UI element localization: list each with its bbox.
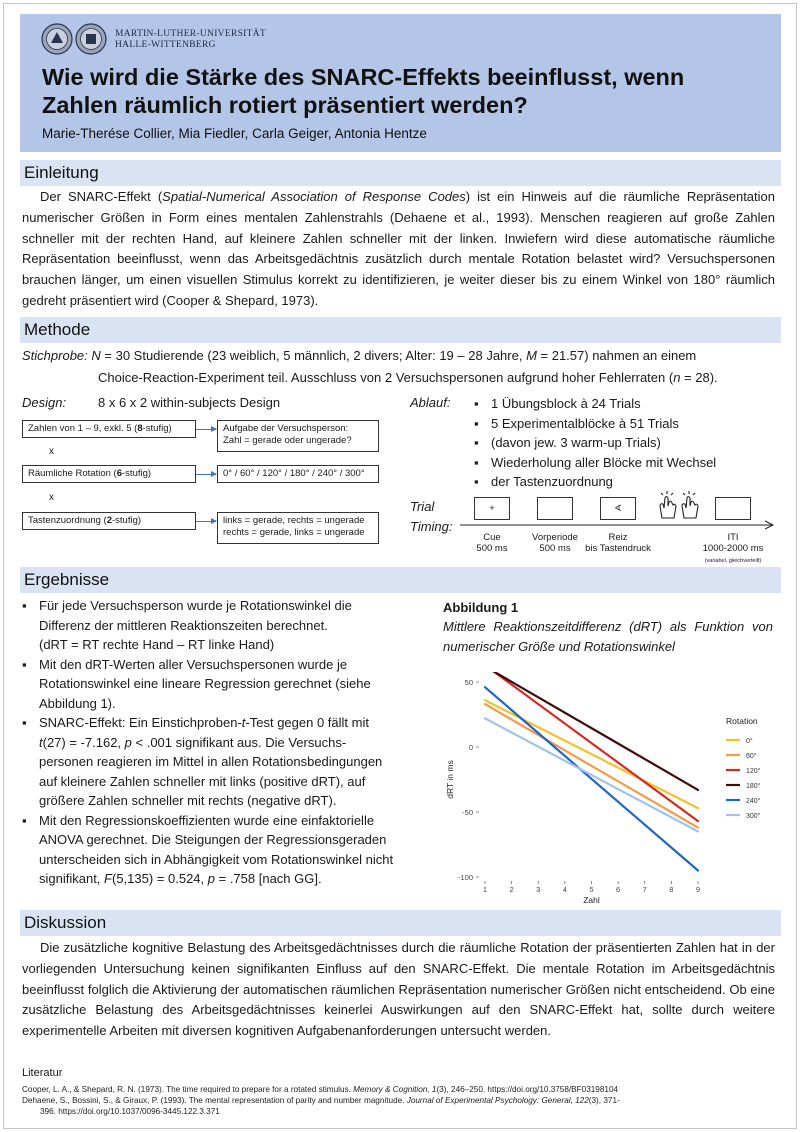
- result-b4b: (5,135) = 0.524,: [112, 871, 208, 886]
- timing-label-cue: [462, 532, 522, 554]
- ablauf-item-continuation: [474, 433, 784, 453]
- university-name-line1: MARTIN-LUTHER-UNIVERSITÄT: [115, 29, 266, 39]
- regression-line-chart: [440, 672, 780, 908]
- x-tick-label: 9: [695, 885, 701, 894]
- timing-vor-2: 500 ms: [539, 543, 571, 554]
- stichprobe-label: Stichprobe:: [22, 348, 88, 363]
- ablauf-list: [474, 394, 784, 492]
- box1-bold: 8: [137, 423, 143, 434]
- x-tick-label: 3: [536, 885, 541, 894]
- key-mapping-box: [217, 512, 379, 544]
- legend-label: 240°: [746, 798, 761, 805]
- ref1-j: Memory & Cognition, 1: [353, 1085, 437, 1094]
- key-mapping-line2: rechts = gerade, links = ungerade: [223, 527, 365, 538]
- result-item: [22, 596, 397, 655]
- timing-cue-1: Cue: [483, 532, 501, 543]
- iti-note: (variabel, gleichverteilt): [704, 558, 762, 564]
- series-line-0: [485, 700, 698, 808]
- series-line-240: [485, 687, 698, 870]
- stichprobe-line-1: [22, 347, 782, 365]
- result-b3t: t: [241, 715, 246, 730]
- result-b4p: p: [207, 871, 215, 886]
- ablauf-item: ▪ Wiederholung aller Blöcke mit Wechsel: [474, 453, 784, 473]
- reference-2-cont: 396. https://doi.org/10.1037/0096-3445.122.3.371: [40, 1107, 220, 1116]
- result-item: [22, 811, 397, 889]
- timing-label-reiz: [578, 532, 658, 554]
- x-tick-label: 7: [642, 885, 647, 894]
- legend-label: 180°: [746, 783, 761, 790]
- task-box: [217, 420, 379, 452]
- box1-post: -stufig): [142, 423, 172, 434]
- ref2-b: (3), 371-: [588, 1096, 620, 1105]
- einleitung-text-post: ) ist ein Hinweis auf die räumliche Repräsentation numerischer Größen in Form eines mentalen Zahlenstrahls (Dehaene et al., 1993). Menschen reagieren auf große Zahlen schneller mit der rechten Hand, auf kleinere Zahlen schneller mit der linken. Inwiefern wird diese automatische räumliche Repräsentation beeinflusst, wenn das Arbeitsgedächtnis zusätzlich durch mentale Rotation belastet wird? Versuchspersonen brauchen länger, um einen visuellen Stimulus korrekt zu identifizieren, je weiter dieser bis zu einem Winkel von 180° räumlich gedreht präsentiert wird (Cooper & Shepard, 1973).: [22, 189, 776, 308]
- stichprobe-text-2b: = 28).: [680, 370, 718, 385]
- result-b3p: p: [124, 734, 132, 750]
- stichprobe-M: M: [526, 348, 537, 363]
- key-mapping-line1: links = gerade, rechts = ungerade: [223, 515, 365, 526]
- stichprobe-line-2: [98, 369, 788, 387]
- box2-post: -stufig): [122, 468, 152, 479]
- arrow-3: [196, 521, 216, 522]
- series-line-60: [485, 704, 698, 828]
- timing-iti-1: ITI: [727, 532, 739, 543]
- section-heading-methode: Methode: [20, 317, 781, 343]
- x-tick-label: 5: [589, 885, 594, 894]
- trial-label-1: Trial: [410, 499, 435, 514]
- task-box-line2: Zahl = gerade oder ungerade?: [223, 435, 352, 446]
- ergebnisse-list: [22, 596, 397, 889]
- figure-title: Abbildung 1: [443, 600, 519, 615]
- legend-label: 120°: [746, 768, 761, 775]
- hand-press-icon: [656, 490, 704, 520]
- result-b4a: Mit den Regressionskoeffizienten wurde eine einfaktorielle ANOVA gerechnet. Die Steigungen der Regressionsgeraden unterscheiden sich in Abhängigkeit vom Rotationswinkel nicht signifikant,: [39, 812, 394, 886]
- x-tick-label: 8: [669, 885, 674, 894]
- literatur-heading: Literatur: [22, 1067, 63, 1079]
- y-tick-label: 0: [468, 743, 473, 752]
- stichprobe-text-2a: Choice-Reaction-Experiment teil. Ausschluss von 2 Versuchspersonen aufgrund hoher Fehlerraten (: [98, 370, 674, 385]
- timeline-arrow: [460, 519, 780, 531]
- y-tick-label: -50: [462, 808, 473, 817]
- stichprobe-n: n: [673, 370, 681, 385]
- times-sign-2: x: [49, 492, 54, 503]
- legend-label: 0°: [746, 738, 753, 745]
- university-name-line2: HALLE-WITTENBERG: [115, 40, 216, 50]
- authors: Marie-Therése Collier, Mia Fiedler, Carla Geiger, Antonia Hentze: [42, 126, 427, 141]
- series-line-300: [485, 718, 698, 831]
- reference-2: [22, 1095, 782, 1106]
- box2-pre: Räumliche Rotation (: [28, 468, 117, 479]
- timing-vor-1: Vorperiode: [532, 532, 578, 543]
- cue-box: +: [474, 497, 510, 520]
- x-tick-label: 4: [562, 885, 567, 894]
- series-line-120: [485, 672, 698, 821]
- result-b1: Für jede Versuchsperson wurde je Rotationswinkel die Differenz der mittleren Reaktionszeiten berechnet.: [39, 598, 352, 633]
- ref1-b: (3), 246–250. https://doi.org/10.3758/BF03198104: [436, 1085, 619, 1094]
- result-item: [22, 713, 397, 811]
- poster-title: [42, 63, 772, 119]
- poster-header: [20, 14, 781, 152]
- trial-timing-label: [410, 498, 453, 536]
- box3-bold: 2: [106, 515, 112, 526]
- timing-reiz-1: Reiz: [608, 532, 628, 543]
- ablauf-item-continuation: [474, 472, 784, 492]
- task-box-line1: Aufgabe der Versuchsperson:: [223, 423, 349, 434]
- figure-caption: Mittlere Reaktionszeitdifferenz (dRT) als Funktion von numerischer Größe und Rotationswinkel: [443, 619, 773, 654]
- design-label: [22, 394, 66, 412]
- einleitung-text-italic: Spatial-Numerical Association of Response Codes: [162, 189, 466, 204]
- y-axis-label: dRT in ms: [445, 760, 455, 799]
- result-b3b: -Test gegen 0 fällt mit: [245, 715, 369, 730]
- university-name: [115, 29, 266, 51]
- result-b3a: SNARC-Effekt: Ein Einstichproben-: [39, 715, 242, 730]
- result-b3t2: t: [39, 734, 43, 750]
- trial-label-2: Timing:: [410, 519, 453, 534]
- timing-label-iti: [690, 532, 776, 554]
- result-b3c: (27) = -7.162,: [42, 734, 125, 750]
- design-label-text: Design:: [22, 395, 67, 410]
- y-tick-label: 50: [464, 678, 473, 687]
- rotation-levels-box: 0° / 60° / 120° / 180° / 240° / 300°: [217, 465, 379, 483]
- times-sign-1: x: [49, 446, 54, 457]
- x-tick-label: 1: [482, 885, 488, 894]
- design-factor-box-tasten: [22, 512, 196, 530]
- y-tick-label: -100: [457, 873, 473, 882]
- ref1-a: Cooper, L. A., & Shepard, R. N. (1973). The time required to prepare for a rotated stimulus.: [22, 1085, 354, 1094]
- university-seal-logo: [41, 23, 109, 55]
- reference-1: [22, 1084, 782, 1095]
- result-b4c: = .758 [nach GG].: [215, 871, 322, 886]
- ablauf-label: [410, 394, 450, 412]
- design-factor-box-rotation: [22, 465, 196, 483]
- timing-reiz-2: bis Tastendruck: [585, 543, 651, 554]
- stichprobe-text-1a: = 30 Studierende (23 weiblich, 5 männlich, 2 divers; Alter: 19 – 28 Jahre,: [100, 348, 527, 363]
- einleitung-text-pre: Der SNARC-Effekt (: [40, 189, 163, 204]
- box3-pre: Tastenzuordnung (: [28, 515, 107, 526]
- ablauf-item-text: der Tastenzuordnung: [491, 474, 613, 489]
- title-line-2: Zahlen räumlich rotiert präsentiert werden?: [42, 92, 528, 118]
- result-b4F: F: [104, 871, 112, 886]
- result-b1b: (dRT = RT rechte Hand – RT linke Hand): [39, 637, 275, 652]
- section-heading-diskussion: Diskussion: [20, 910, 781, 936]
- timing-cue-2: 500 ms: [476, 543, 508, 554]
- vorperiode-box: [537, 497, 573, 520]
- ablauf-item: ▪ 1 Übungsblock à 24 Trials: [474, 394, 784, 414]
- stichprobe-N: N: [91, 348, 101, 363]
- box2-bold: 6: [116, 468, 123, 479]
- stichprobe-text-1b: = 21.57) nahmen an einem: [536, 348, 697, 363]
- x-tick-label: 2: [509, 885, 514, 894]
- reiz-box: ∢: [600, 497, 636, 520]
- title-line-1: Wie wird die Stärke des SNARC-Effekts beeinflusst, wenn: [42, 64, 685, 90]
- diskussion-text: Die zusätzliche kognitive Belastung des Arbeitsgedächtnisses durch die räumliche Rotation der präsentierten Zahlen hat in der vorliegenden Untersuchung keinen signifikanten Einfluss auf den SNARC-Effekt. Die mentale Rotation im Arbeitsgedächtnis beeinflusst folglich die Aktivierung der automatischen räumlichen Repräsentation numerischer Größen nicht entscheidend. Ob eine zusätzliche Belastung des Arbeitsgedächtnisses keinerlei Auswirkungen auf den SNARC-Effekt hat, sollte durch weitere experimentelle Arbeiten mit diversen kognitiven Aufgabenanforderungen untersucht werden.: [22, 940, 775, 1039]
- ref2-a: Dehaene, S., Bossini, S., & Giraux, P. (1993). The mental representation of parity and number magnitude.: [22, 1096, 407, 1105]
- arrow-2: [196, 474, 216, 475]
- arrow-1: [196, 429, 216, 430]
- ref2-j: Journal of Experimental Psychology: General, 122: [406, 1096, 589, 1105]
- timing-iti-2: 1000-2000 ms: [702, 543, 764, 554]
- ablauf-label-text: Ablauf:: [410, 395, 451, 410]
- box1-pre: Zahlen von 1 – 9, exkl. 5 (: [28, 423, 138, 434]
- box3-post: -stufig): [112, 515, 142, 526]
- legend-title: Rotation: [726, 716, 758, 726]
- legend-label: 300°: [746, 813, 761, 820]
- legend-label: 60°: [746, 753, 757, 760]
- ablauf-item: ▪ 5 Experimentalblöcke à 51 Trials: [474, 414, 784, 434]
- x-axis-label: Zahl: [583, 895, 600, 905]
- einleitung-text: [22, 187, 775, 312]
- section-heading-einleitung: Einleitung: [20, 160, 781, 186]
- design-value: 8 x 6 x 2 within-subjects Design: [98, 395, 281, 410]
- x-tick-label: 6: [616, 885, 621, 894]
- result-item: ▪ Mit den dRT-Werten aller Versuchspersonen wurde je Rotationswinkel eine lineare Regression gerechnet (siehe Abbildung 1).: [22, 655, 397, 714]
- iti-box: [715, 497, 751, 520]
- result-b3d: < .001 signifikant aus. Die Versuchs-personen reagieren im Mittel in allen Rotationsbedingungen auf kleinere Zahlen schneller mit links (positive dRT), auf größere Zahlen schneller mit rechts (negative dRT).: [39, 734, 383, 808]
- section-heading-ergebnisse: Ergebnisse: [20, 567, 781, 593]
- ablauf-item-text: (davon jew. 3 warm-up Trials): [491, 435, 661, 450]
- design-factor-box-zahlen: [22, 420, 196, 438]
